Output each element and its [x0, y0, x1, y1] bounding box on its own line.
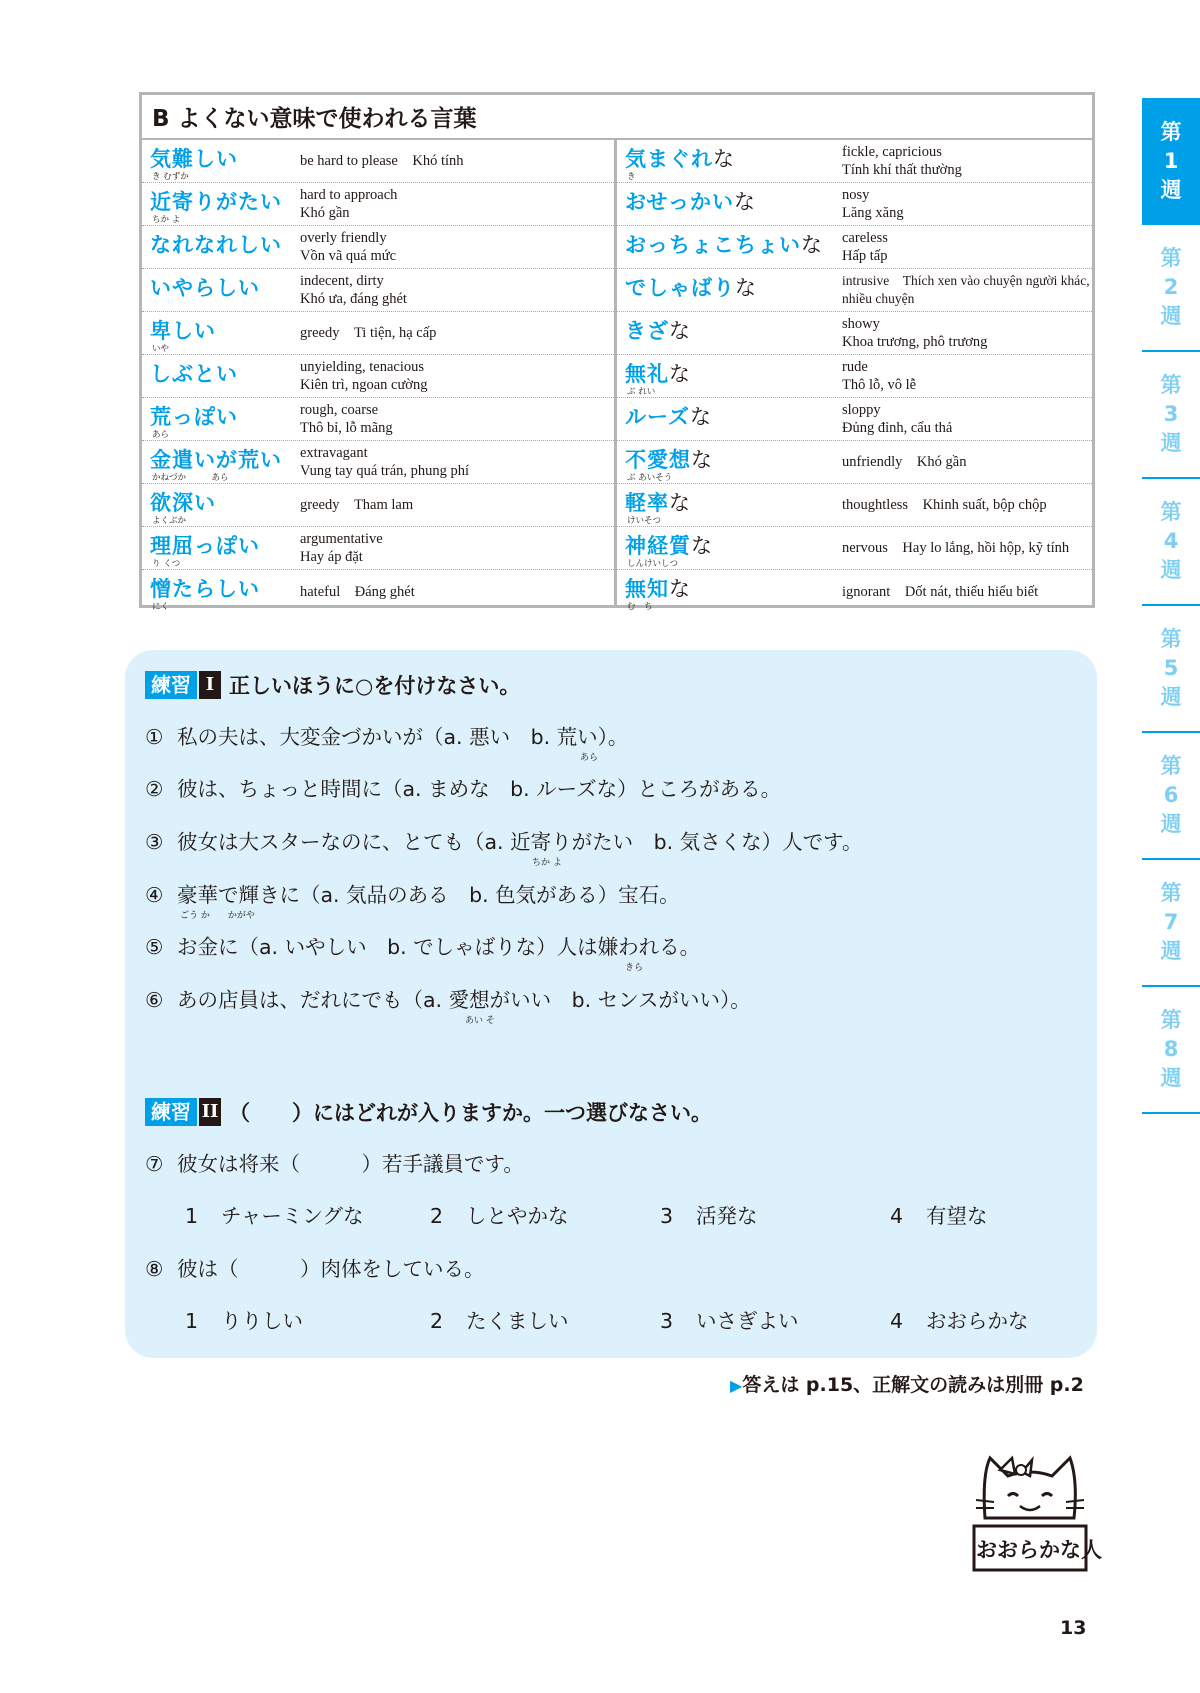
tab-week-3[interactable]: 第 3 週 — [1142, 352, 1200, 479]
mascot-sign: おおらかな人 — [976, 1538, 1102, 1562]
vocab-ruby: にく — [152, 602, 170, 612]
vocab-en: thoughtless — [842, 497, 909, 513]
vocab-vi: Hay lo lắng, hồi hộp, kỹ tính — [902, 540, 1070, 556]
question-text: お金に（a. いやしい b. でしゃばりな）人は嫌われる。 — [177, 935, 701, 959]
vocab-row — [142, 312, 614, 355]
vocab-row — [617, 527, 1092, 570]
page-number: 13 — [1060, 1617, 1087, 1639]
vocab-row — [142, 355, 614, 398]
vocab-row — [142, 226, 614, 269]
vocab-term: 気難しい — [150, 146, 238, 171]
vocab-term: 卑しい — [150, 318, 216, 343]
vocab-row — [142, 183, 614, 226]
vocab-vi: Khó gần — [916, 454, 967, 470]
vocab-term: なれなれしい — [150, 232, 282, 257]
option[interactable]: 2 しとやかな — [430, 1204, 569, 1228]
option[interactable]: 4 おおらかな — [890, 1309, 1029, 1333]
vocab-vi: Thích xen vào chuyện người khác, nhiều chuyện — [842, 273, 1090, 306]
vocab-row — [617, 355, 1092, 398]
vocab-vi: Khó gần — [300, 205, 350, 221]
vocab-suffix: な — [691, 533, 713, 558]
vocab-row — [617, 140, 1092, 183]
vocab-ruby: り くつ — [152, 558, 181, 569]
practice-badge: 練習 — [145, 1098, 197, 1126]
vocab-vi: Đủng đỉnh, cẩu thả — [842, 420, 953, 436]
vocab-term: 神経質 — [625, 533, 691, 558]
vocab-term: いやらしい — [150, 275, 260, 300]
vocab-vi: Thô lỗ, vô lễ — [842, 377, 917, 393]
practice1-title: 正しいほうに○を付けなさい。 — [229, 674, 521, 698]
vocab-en: careless — [842, 230, 888, 246]
vocab-en: hateful — [300, 583, 341, 600]
vocab-vi: Hay áp đặt — [300, 549, 363, 565]
question-3: ③ 彼女は大スターなのに、とても（a. 近寄りがたい b. 気さくな）人です。 — [145, 830, 863, 854]
vocab-term: おっちょこちょい — [625, 232, 801, 257]
practice1-header — [145, 670, 520, 700]
vocab-suffix: な — [669, 490, 691, 515]
vocab-vi: Vồn vã quá mức — [300, 248, 397, 264]
cat-mascot — [960, 1440, 1100, 1579]
question-7: ⑦ 彼女は将来（ ）若手議員です。 — [145, 1152, 524, 1176]
vocab-term: 不愛想 — [625, 447, 691, 472]
question-text: 豪華で輝きに（a. 気品のある b. 色気がある）宝石。 — [177, 883, 680, 907]
vocab-vi: Hấp tấp — [842, 248, 888, 264]
vocab-vi: Khoa trương, phô trương — [842, 334, 988, 350]
tab-week-2[interactable]: 第 2 週 — [1142, 225, 1200, 352]
vocab-row — [617, 398, 1092, 441]
vocab-vi: Khinh suất, bộp chộp — [922, 497, 1047, 513]
vocab-row — [617, 269, 1092, 312]
vocab-en: argumentative — [300, 531, 383, 547]
vocab-row — [142, 269, 614, 312]
vocab-en: indecent, dirty — [300, 273, 384, 289]
vocab-term: 欲深い — [150, 490, 216, 515]
vocab-ruby: き — [627, 171, 636, 182]
vocab-en: rude — [842, 359, 868, 375]
vocab-ruby: かねづか あら — [152, 472, 229, 483]
vocab-row — [617, 183, 1092, 226]
vocab-row — [142, 527, 614, 570]
question-ruby: あい そ — [465, 1016, 495, 1026]
vocab-term: 金遣いが荒い — [150, 447, 282, 472]
question-ruby: あら — [580, 753, 599, 763]
practice-roman: I — [199, 671, 221, 699]
vocab-ruby: けいそつ — [627, 515, 662, 526]
vocab-term: 無知 — [625, 577, 669, 601]
vocab-row — [617, 226, 1092, 269]
vocab-row — [617, 441, 1092, 484]
question-6: ⑥ あの店員は、だれにでも（a. 愛想がいい b. センスがいい）。 — [145, 988, 751, 1012]
tab-week-6[interactable]: 第 6 週 — [1142, 733, 1200, 860]
question-8: ⑧ 彼は（ ）肉体をしている。 — [145, 1257, 485, 1281]
vocab-vi: Dốt nát, thiếu hiểu biết — [904, 583, 1039, 600]
vocab-row — [617, 484, 1092, 527]
vocab-ruby: よくぶか — [152, 515, 187, 526]
vocab-right-column — [617, 140, 1092, 612]
vocab-vi: Đáng ghét — [354, 583, 415, 600]
question-1: ① 私の夫は、大変金づかいが（a. 悪い b. 荒い）。 — [145, 725, 629, 749]
vocab-en: extravagant — [300, 445, 368, 461]
vocab-term: おせっかい — [625, 189, 734, 214]
vocab-en: unfriendly — [842, 454, 903, 470]
vocab-en: hard to approach — [300, 187, 398, 203]
question-2: ② 彼は、ちょっと時間に（a. まめな b. ルーズな）ところがある。 — [145, 777, 782, 801]
tab-week-7[interactable]: 第 7 週 — [1142, 860, 1200, 987]
option[interactable]: 2 たくましい — [430, 1309, 569, 1333]
practice-badge: 練習 — [145, 671, 197, 699]
vocab-vi: Ti tiện, hạ cấp — [353, 325, 437, 341]
vocab-en: greedy — [300, 325, 340, 341]
practice-roman: II — [199, 1098, 221, 1126]
question-text: 彼女は大スターなのに、とても（a. 近寄りがたい b. 気さくな）人です。 — [177, 830, 863, 854]
question-text: 彼は、ちょっと時間に（a. まめな b. ルーズな）ところがある。 — [177, 777, 782, 801]
vocab-en: ignorant — [842, 583, 891, 600]
vocab-suffix: な — [735, 275, 757, 300]
vocab-ruby: ぶ あいそう — [627, 472, 673, 483]
tab-week-1[interactable]: 第 1 週 — [1142, 98, 1200, 225]
vocab-en: greedy — [300, 497, 340, 513]
vocab-vi: Kiên trì, ngoan cường — [300, 377, 428, 393]
vocab-row — [617, 312, 1092, 355]
vocab-en: fickle, capricious — [842, 144, 942, 160]
question-text: 私の夫は、大変金づかいが（a. 悪い b. 荒い）。 — [177, 725, 629, 749]
vocab-term: 荒っぽい — [150, 404, 238, 429]
option[interactable]: 1 りりしい — [185, 1309, 303, 1333]
vocab-vi: Lăng xăng — [842, 205, 904, 221]
practice2-header — [145, 1097, 712, 1127]
vocab-en: nervous — [842, 540, 888, 556]
vocab-suffix: な — [713, 146, 735, 171]
answer-reference — [730, 1370, 1084, 1397]
vocab-en: be hard to please — [300, 153, 398, 169]
vocab-term: 近寄りがたい — [150, 189, 282, 214]
vocab-vi: Thô bỉ, lỗ mãng — [300, 420, 393, 436]
question-ruby: ごう か かがや — [180, 911, 255, 921]
practice2-title: （ ）にはどれが入りますか。一つ選びなさい。 — [229, 1101, 712, 1125]
vocab-term: 無礼 — [625, 361, 669, 386]
week-tabs — [1142, 98, 1200, 1114]
vocab-term: 理屈っぽい — [150, 533, 260, 558]
vocab-suffix: な — [669, 577, 691, 601]
vocab-table — [139, 92, 1095, 612]
vocab-ruby: む ち — [627, 602, 653, 612]
vocab-suffix: な — [691, 447, 713, 472]
question-4: ④ 豪華で輝きに（a. 気品のある b. 色気がある）宝石。 — [145, 883, 680, 907]
vocab-en: unyielding, tenacious — [300, 359, 425, 375]
vocab-term: 軽率 — [625, 490, 669, 515]
vocab-ruby: しんけいしつ — [627, 558, 679, 569]
tab-week-5[interactable]: 第 5 週 — [1142, 606, 1200, 733]
vocab-vi: Vung tay quá trán, phung phí — [300, 463, 470, 479]
option[interactable]: 3 活発な — [660, 1204, 758, 1228]
vocab-suffix: な — [801, 232, 823, 257]
vocab-vi: Tính khí thất thường — [842, 162, 962, 178]
vocab-term: 気まぐれ — [625, 146, 713, 171]
vocab-term: 憎たらしい — [150, 577, 260, 601]
vocab-vi: Khó ưa, đáng ghét — [300, 291, 407, 307]
vocab-en: intrusive — [842, 273, 890, 288]
vocab-term: ルーズ — [625, 404, 690, 429]
vocab-row — [142, 484, 614, 527]
vocab-term: でしゃばり — [625, 275, 735, 300]
question-text: 彼女は将来（ ）若手議員です。 — [177, 1152, 524, 1176]
triangle-icon: ▶ — [730, 1376, 743, 1395]
option[interactable]: 4 有望な — [890, 1204, 988, 1228]
vocab-term: しぶとい — [150, 361, 238, 386]
question-text: あの店員は、だれにでも（a. 愛想がいい b. センスがいい）。 — [177, 988, 751, 1012]
option[interactable]: 1 チャーミングな — [185, 1204, 364, 1228]
tab-week-8[interactable]: 第 8 週 — [1142, 987, 1200, 1114]
question-text: 彼は（ ）肉体をしている。 — [177, 1257, 485, 1281]
vocab-ruby: あら — [152, 429, 170, 440]
vocab-left-column — [142, 140, 617, 612]
vocab-ruby: ぶ れい — [627, 386, 656, 397]
vocab-en: overly friendly — [300, 230, 387, 246]
vocab-suffix: な — [733, 189, 756, 214]
vocab-suffix: な — [669, 361, 691, 386]
vocab-ruby: ちか よ — [152, 214, 181, 225]
tab-week-4[interactable]: 第 4 週 — [1142, 479, 1200, 606]
vocab-row — [142, 441, 614, 484]
vocab-vi: Tham lam — [353, 497, 414, 513]
vocab-row — [142, 570, 614, 613]
vocab-ruby: いや — [152, 343, 170, 354]
vocab-en: showy — [842, 316, 880, 332]
vocab-suffix: な — [689, 404, 712, 429]
vocab-title: B よくない意味で使われる言葉 — [142, 95, 1092, 140]
option[interactable]: 3 いさぎよい — [660, 1309, 799, 1333]
vocab-en: rough, coarse — [300, 402, 379, 418]
question-ruby: ちか よ — [532, 858, 562, 868]
question-5: ⑤ お金に（a. いやしい b. でしゃばりな）人は嫌われる。 — [145, 935, 701, 959]
vocab-suffix: な — [669, 318, 691, 343]
vocab-term: きざ — [625, 318, 669, 343]
vocab-en: sloppy — [842, 402, 881, 418]
vocab-row — [142, 398, 614, 441]
vocab-en: nosy — [842, 187, 870, 203]
vocab-vi: Khó tính — [412, 153, 464, 169]
answer-reference-text: 答えは p.15、正解文の読みは別冊 p.2 — [742, 1374, 1084, 1396]
vocab-row — [617, 570, 1092, 613]
exercise-box — [125, 650, 1097, 1358]
vocab-row — [142, 140, 614, 183]
vocab-ruby: き むずか — [152, 171, 189, 182]
question-ruby: きら — [625, 963, 644, 973]
